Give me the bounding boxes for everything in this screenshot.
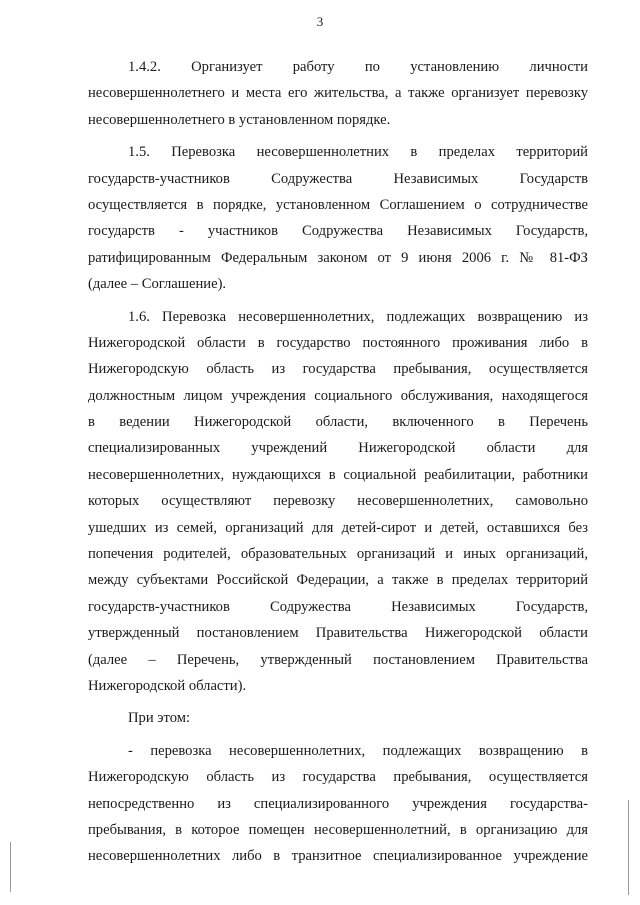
scan-artifact-right [628,800,629,895]
text-line: осуществляется в порядке, установленном Соглашением о сотрудничестве [88,196,588,213]
text-line: (далее – Перечень, утвержденный постановлением Правительства [88,651,588,668]
text-line: специализированных учреждений Нижегородской области для [88,440,588,457]
text-line: ратифицированным Федеральным законом от 9 июня 2006 г. № 81-ФЗ [88,249,588,266]
text-line: несовершеннолетнего в установленном порядке. [88,111,391,128]
text-line: 1.6. Перевозка несовершеннолетних, подлежащих возвращению из [128,308,588,325]
text-line: несовершеннолетних либо в транзитное специализированное учреждение [88,848,588,865]
text-line: должностным лицом учреждения социального обслуживания, находящегося [88,387,588,404]
text-line: государств-участников Содружества Независимых Государств [88,170,588,187]
text-line: Нижегородской области). [88,677,247,694]
text-line: пребывания, в которое помещен несовершеннолетний, в организацию для [88,821,588,838]
text-line: попечения родителей, образовательных организаций и иных организаций, [88,546,588,563]
page-number: 3 [316,14,324,29]
text-line: 1.4.2. Организует работу по установлению личности [128,59,588,75]
paragraph-p-dash [88,738,588,870]
text-line: которых осуществляют перевозку несовершеннолетних, самовольно [88,493,588,510]
text-line: Нижегородскую область из государства пребывания, осуществляется [88,769,588,786]
paragraph-p16 [88,304,588,700]
text-line: Нижегородскую область из государства пребывания, осуществляется [88,361,588,378]
text-line: утвержденный постановлением Правительства Нижегородской области [88,625,588,642]
scan-artifact-left [10,842,11,892]
text-line: в ведении Нижегородской области, включенного в Перечень [88,414,588,431]
text-line: несовершеннолетних, нуждающихся в социальной реабилитации, работники [88,466,588,483]
text-line: (далее – Соглашение). [88,276,227,293]
text-line: Нижегородской области в государство постоянного проживания либо в [88,334,588,351]
text-line: ушедших из семей, организаций для детей-сирот и детей, оставшихся без [88,519,588,536]
paragraph-p15 [88,139,588,297]
paragraph-p-pri-etom [88,705,588,731]
text-line: - перевозка несовершеннолетних, подлежащих возвращению в [128,742,588,759]
text-line: государств - участников Содружества Независимых Государств, [88,223,588,240]
text-line: между субъектами Российской Федерации, а также в пределах территорий [88,572,588,589]
text-line: При этом: [128,710,191,727]
text-line: 1.5. Перевозка несовершеннолетних в пределах территорий [128,144,588,161]
text-line: несовершеннолетнего и места его жительства, а также организует перевозку [88,85,588,102]
text-line: государств-участников Содружества Независимых Государств, [88,598,588,615]
text-line: непосредственно из специализированного учреждения государства- [88,795,588,812]
document-body [88,54,588,870]
paragraph-p142 [88,54,588,133]
